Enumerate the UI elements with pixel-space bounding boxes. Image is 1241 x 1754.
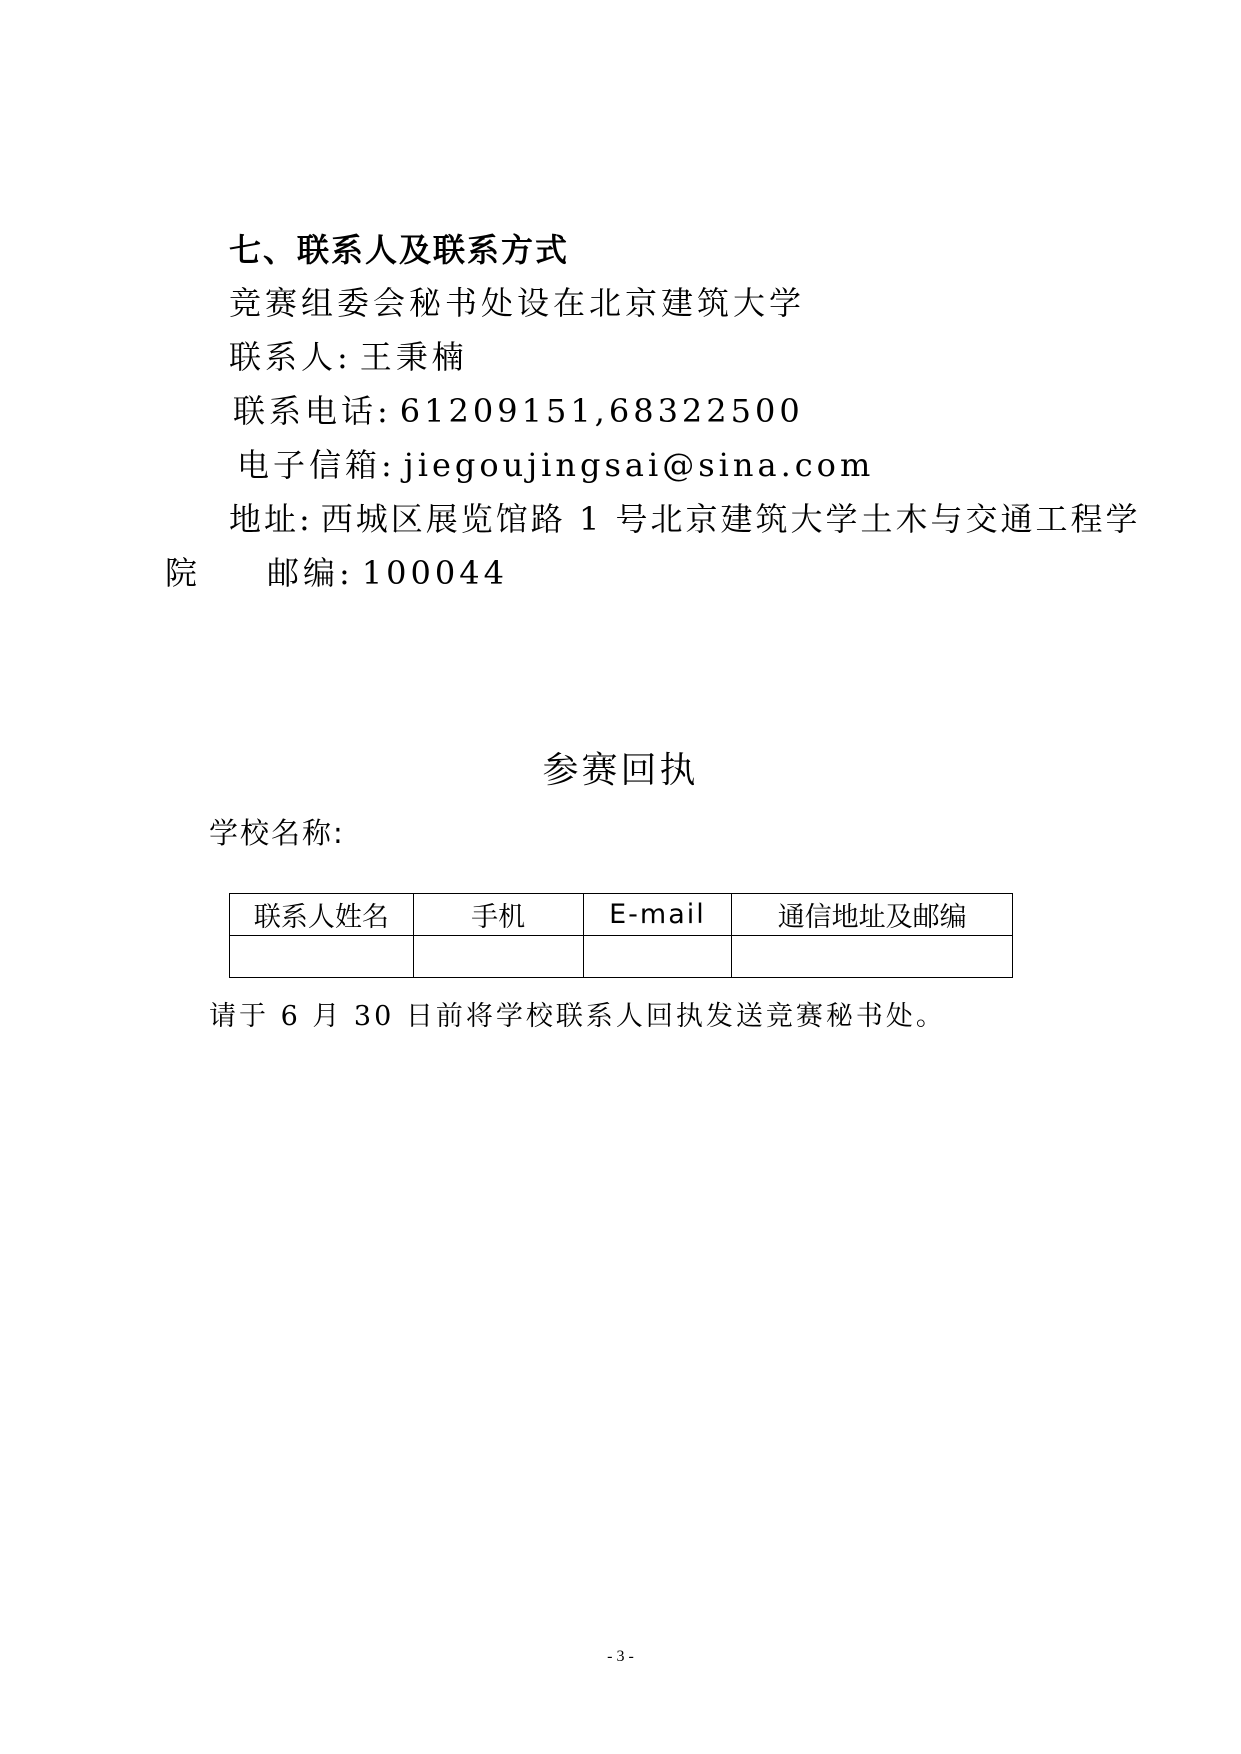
phone-value: 61209151,68322500 — [399, 392, 804, 430]
email-line — [237, 445, 874, 485]
secretariat-text: 竞赛组委会秘书处设在北京建筑大学 — [229, 284, 806, 322]
receipt-table — [229, 893, 1013, 978]
address-label: 地址: — [229, 500, 313, 538]
table-header-row — [230, 894, 1013, 936]
contact-name: 王秉楠 — [359, 338, 468, 376]
postcode-value: 100044 — [361, 554, 508, 592]
table-row — [230, 936, 1013, 978]
address-continuation-line — [165, 553, 508, 593]
phone-label: 联系电话: — [233, 392, 392, 430]
email-value: jiegoujingsai@sina.com — [403, 446, 875, 484]
address-line — [229, 499, 1141, 539]
column-header: E-mail — [583, 894, 732, 936]
email-label: 电子信箱: — [237, 446, 396, 484]
school-name-label: 学校名称: — [209, 816, 345, 850]
contact-name-cell[interactable] — [230, 936, 414, 978]
mobile-cell[interactable] — [413, 936, 583, 978]
column-header: 联系人姓名 — [230, 894, 414, 936]
postcode-label: 邮编: — [267, 554, 354, 592]
address-continuation: 院 — [165, 554, 202, 592]
receipt-title: 参赛回执 — [542, 750, 699, 791]
column-header: 手机 — [413, 894, 583, 936]
column-header: 通信地址及邮编 — [732, 894, 1013, 936]
address-postcode-cell[interactable] — [732, 936, 1013, 978]
phone-line — [233, 391, 804, 431]
page-number: - 3 - — [607, 1648, 634, 1665]
address-value: 西城区展览馆路 1 号北京建筑大学土木与交通工程学 — [320, 500, 1141, 538]
contact-person-line — [229, 337, 468, 377]
contact-label: 联系人: — [229, 338, 352, 376]
section-heading: 七、联系人及联系方式 — [229, 231, 570, 269]
submission-note: 请于 6 月 30 日前将学校联系人回执发送竞赛秘书处。 — [209, 1001, 946, 1032]
email-cell[interactable] — [583, 936, 732, 978]
